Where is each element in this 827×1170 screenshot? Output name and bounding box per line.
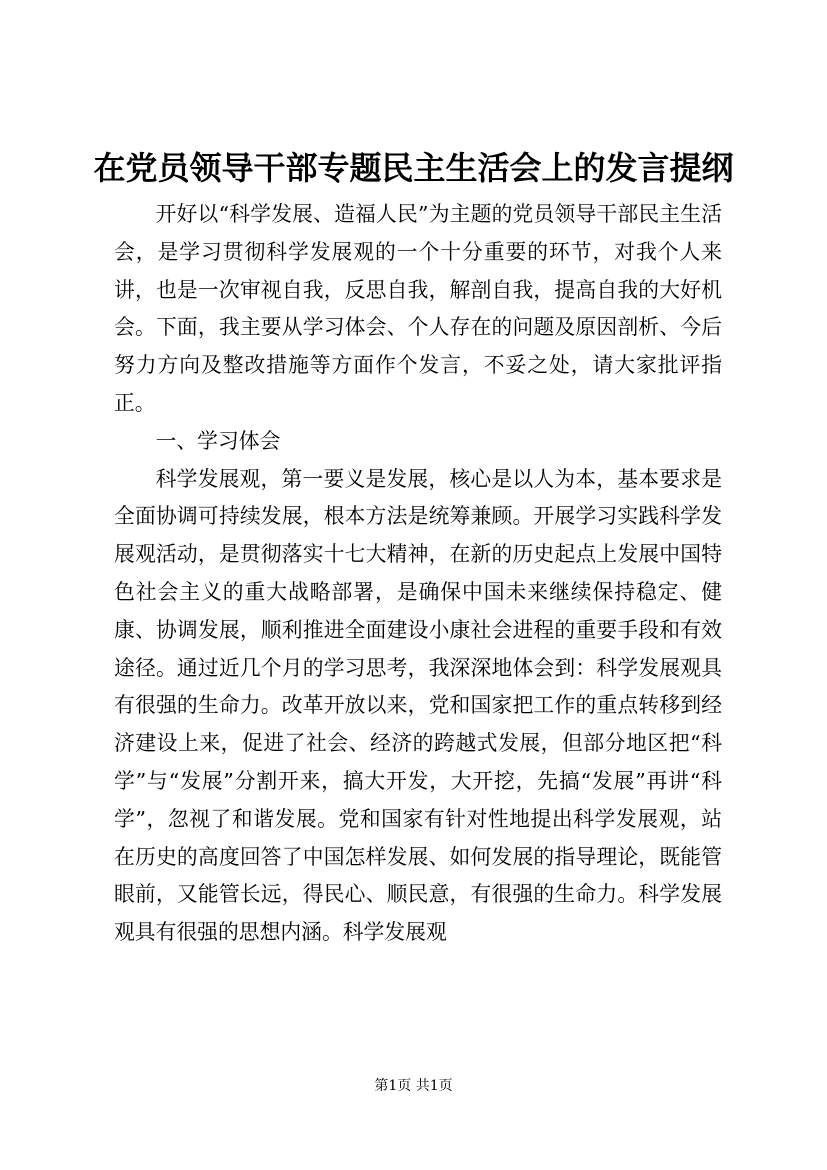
paragraph-study: 科学发展观，第一要义是发展，核心是以人为本，基本要求是全面协调可持续发展，根本方法是统筹兼顾。开展学习实践科学发展观活动，是贯彻落实十七大精神，在新的历史起点上发展中国特色社会主义的重大战略部署，是确保中国未来继续保持稳定、健康、协调发展，顺利推进全面建设小康社会进程的重要手段和有效途径。通过近几个月的学习思考，我深深地体会到：科学发展观具有很强的生命力。改革开放以来，党和国家把工作的重点转移到经济建设上来，促进了社会、经济的跨越式发展，但部分地区把“科学”与“发展”分割开来，搞大开发，大开挖，先搞“发展”再讲“科学”，忽视了和谐发展。党和国家有针对性地提出科学发展观，站在历史的高度回答了中国怎样发展、如何发展的指导理论，既能管眼前，又能管长远，得民心、顺民意，有很强的生命力。科学发展观具有很强的思想内涵。科学发展观	[114, 466, 722, 945]
section-heading: 一、学习体会	[155, 428, 281, 453]
document-body	[114, 196, 722, 952]
document-title: 在党员领导干部专题民主生活会上的发言提纲	[93, 149, 734, 187]
paragraph-intro: 开好以“科学发展、造福人民”为主题的党员领导干部民主生活会，是学习贯彻科学发展观的一个十分重要的环节，对我个人来讲，也是一次审视自我，反思自我，解剖自我，提高自我的大好机会。下面，我主要从学习体会、个人存在的问题及原因剖析、今后努力方向及整改措施等方面作个发言，不妥之处，请大家批评指正。	[114, 202, 722, 415]
page-footer: 第1页 共1页	[374, 1078, 453, 1094]
